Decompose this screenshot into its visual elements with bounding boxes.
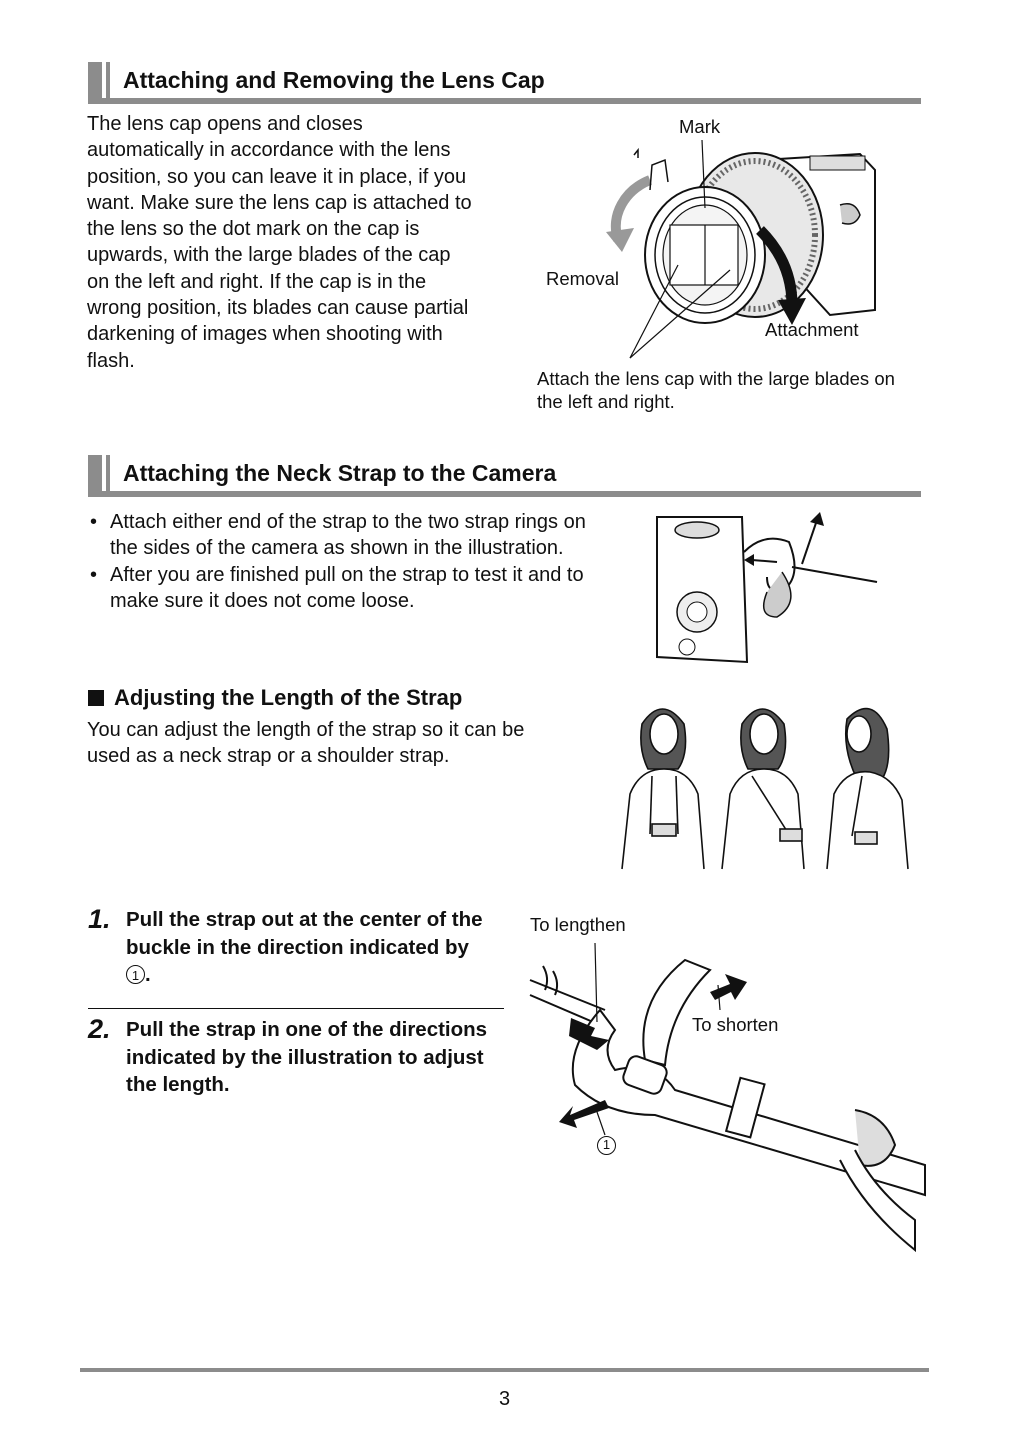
adjust-strap-description: You can adjust the length of the strap so it can be used as a neck strap or a shoulder strap. (87, 719, 525, 768)
section-title: Attaching and Removing the Lens Cap (123, 67, 545, 93)
label-to-shorten: To shorten (692, 1014, 779, 1035)
step-2-text: Pull the strap in one of the directions indicated by the illustration to adjust the length. (126, 1018, 488, 1097)
lens-cap-description: The lens cap opens and closes automatically in accordance with the lens position, so you can leave it in place, if you want. Make sure the lens cap is attached to the lens so the dot mark on the cap is upwards, with the large blades of the cap on the left and right. If the cap is in the wrong position, its blades can cause partial darkening of images when shooting with flash. (87, 113, 472, 372)
list-item: • Attach either end of the strap to the two strap rings on the sides of the camera as shown in the illustration. (88, 509, 598, 562)
adjust-strap-heading (88, 684, 462, 712)
section-heading-lens-cap (88, 62, 921, 104)
step-divider (88, 1008, 504, 1009)
footer-rule (80, 1368, 929, 1372)
step-1-text (126, 906, 486, 989)
lens-cap-illustration (530, 110, 920, 370)
label-to-lengthen: To lengthen (530, 914, 626, 935)
heading-marker (88, 455, 102, 491)
neck-strap-bullets (88, 509, 598, 614)
heading-rule (88, 98, 921, 104)
label-mark: Mark (679, 116, 721, 137)
step-text: Pull the strap out at the center of the buckle in the direction indicated by (126, 908, 483, 959)
square-bullet-icon (88, 690, 104, 706)
strap-attachment-illustration (652, 512, 882, 667)
lens-cap-caption: Attach the lens cap with the large blades on the left and right. (537, 368, 895, 412)
step-number: 2. (88, 1014, 111, 1044)
section-title: Attaching the Neck Strap to the Camera (123, 460, 557, 486)
heading-marker-thin (106, 455, 110, 491)
heading-marker (88, 62, 102, 98)
page-number: 3 (498, 1388, 511, 1410)
step-number: 1. (88, 904, 111, 934)
circled-number-icon: 1 (126, 965, 145, 984)
label-removal: Removal (546, 268, 619, 289)
heading-marker-thin (106, 62, 110, 98)
list-item: • After you are finished pull on the strap to test it and to make sure it does not come loose. (88, 562, 598, 615)
heading-rule (88, 491, 921, 497)
pull-direction-marker: 1 (597, 1136, 616, 1155)
section-heading-neck-strap (88, 455, 921, 497)
strap-buckle-illustration (525, 940, 920, 1250)
strap-wearing-illustration (612, 694, 912, 874)
label-attachment: Attachment (765, 319, 859, 340)
heading-text: Adjusting the Length of the Strap (114, 685, 463, 710)
step-end: . (145, 963, 151, 987)
